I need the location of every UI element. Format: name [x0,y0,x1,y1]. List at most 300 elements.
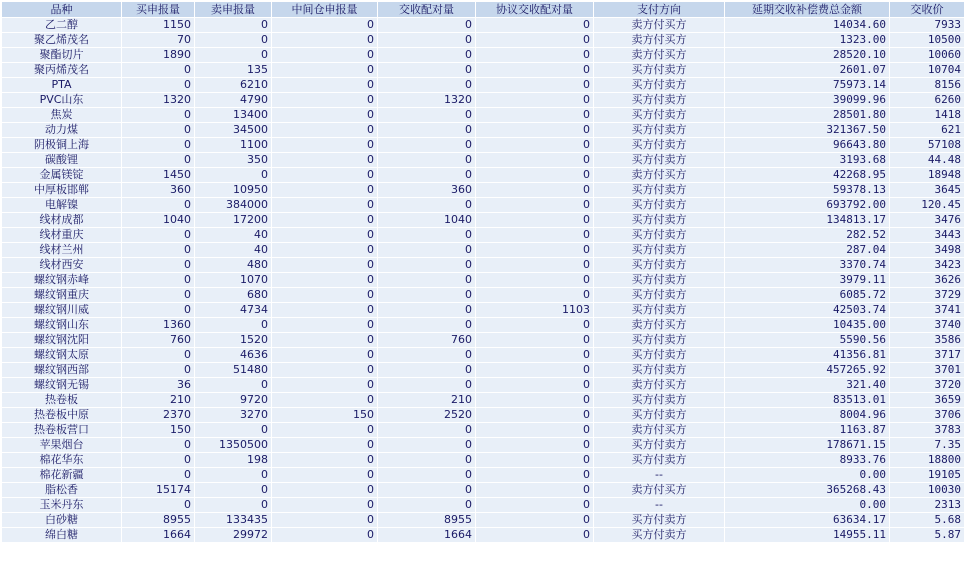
cell-payment-direction: 买方付卖方 [594,528,725,543]
table-row [2,243,965,258]
cell-deferred-compensation: 321367.50 [725,123,890,138]
cell-variety: 热卷板中原 [2,408,122,423]
cell-agreement-matched: 0 [476,183,594,198]
table-row [2,408,965,423]
cell-buy-declared: 2370 [122,408,195,423]
cell-payment-direction: 买方付卖方 [594,303,725,318]
cell-payment-direction: 买方付卖方 [594,393,725,408]
cell-deferred-compensation: 282.52 [725,228,890,243]
cell-sell-declared: 480 [195,258,272,273]
cell-deferred-compensation: 42268.95 [725,168,890,183]
cell-agreement-matched: 0 [476,153,594,168]
table-row [2,18,965,33]
cell-matched-volume: 0 [378,78,476,93]
cell-variety: 聚酯切片 [2,48,122,63]
cell-sell-declared: 4636 [195,348,272,363]
cell-delivery-price: 3626 [890,273,965,288]
cell-sell-declared: 0 [195,48,272,63]
cell-buy-declared: 0 [122,468,195,483]
cell-delivery-price: 3706 [890,408,965,423]
cell-sell-declared: 384000 [195,198,272,213]
table-row [2,483,965,498]
cell-variety: 苹果烟台 [2,438,122,453]
cell-intermediate-declared: 0 [272,483,378,498]
cell-variety: 焦炭 [2,108,122,123]
table-row [2,108,965,123]
cell-buy-declared: 0 [122,108,195,123]
cell-intermediate-declared: 0 [272,393,378,408]
cell-delivery-price: 1418 [890,108,965,123]
cell-matched-volume: 1040 [378,213,476,228]
cell-agreement-matched: 0 [476,378,594,393]
cell-payment-direction: 买方付卖方 [594,228,725,243]
cell-deferred-compensation: 321.40 [725,378,890,393]
table-header-row [2,2,965,18]
cell-deferred-compensation: 6085.72 [725,288,890,303]
table-row [2,333,965,348]
cell-delivery-price: 18800 [890,453,965,468]
table-row [2,228,965,243]
cell-intermediate-declared: 0 [272,228,378,243]
cell-agreement-matched: 0 [476,33,594,48]
cell-intermediate-declared: 0 [272,18,378,33]
table-row [2,273,965,288]
cell-variety: 棉花华东 [2,453,122,468]
cell-payment-direction: 买方付卖方 [594,153,725,168]
cell-variety: 阴极铜上海 [2,138,122,153]
cell-matched-volume: 0 [378,63,476,78]
cell-deferred-compensation: 2601.07 [725,63,890,78]
cell-variety: 螺纹钢重庆 [2,288,122,303]
cell-deferred-compensation: 0.00 [725,498,890,513]
col-header-variety: 品种 [2,2,122,18]
cell-buy-declared: 0 [122,153,195,168]
table-row [2,393,965,408]
cell-deferred-compensation: 8933.76 [725,453,890,468]
cell-variety: 螺纹钢无锡 [2,378,122,393]
cell-intermediate-declared: 0 [272,288,378,303]
cell-delivery-price: 57108 [890,138,965,153]
cell-delivery-price: 3659 [890,393,965,408]
cell-matched-volume: 760 [378,333,476,348]
cell-delivery-price: 44.48 [890,153,965,168]
cell-agreement-matched: 0 [476,423,594,438]
cell-delivery-price: 18948 [890,168,965,183]
cell-agreement-matched: 0 [476,93,594,108]
cell-payment-direction: 买方付卖方 [594,288,725,303]
cell-payment-direction: 买方付卖方 [594,453,725,468]
cell-payment-direction: 买方付卖方 [594,273,725,288]
col-header-intermediate-declared: 中间仓申报量 [272,2,378,18]
cell-delivery-price: 3741 [890,303,965,318]
cell-payment-direction: 买方付卖方 [594,408,725,423]
cell-sell-declared: 0 [195,468,272,483]
cell-sell-declared: 0 [195,18,272,33]
cell-agreement-matched: 0 [476,18,594,33]
cell-delivery-price: 8156 [890,78,965,93]
cell-agreement-matched: 0 [476,453,594,468]
cell-intermediate-declared: 0 [272,318,378,333]
cell-buy-declared: 1450 [122,168,195,183]
table-row [2,468,965,483]
col-header-sell-declared: 卖申报量 [195,2,272,18]
cell-intermediate-declared: 0 [272,168,378,183]
cell-buy-declared: 0 [122,288,195,303]
cell-matched-volume: 0 [378,243,476,258]
cell-sell-declared: 29972 [195,528,272,543]
cell-agreement-matched: 0 [476,528,594,543]
cell-buy-declared: 0 [122,243,195,258]
cell-payment-direction: 买方付卖方 [594,183,725,198]
cell-deferred-compensation: 28520.10 [725,48,890,63]
cell-buy-declared: 0 [122,228,195,243]
cell-deferred-compensation: 457265.92 [725,363,890,378]
table-row [2,513,965,528]
cell-matched-volume: 0 [378,228,476,243]
cell-deferred-compensation: 1163.87 [725,423,890,438]
cell-deferred-compensation: 14955.11 [725,528,890,543]
cell-agreement-matched: 0 [476,243,594,258]
cell-buy-declared: 1320 [122,93,195,108]
cell-matched-volume: 1320 [378,93,476,108]
col-header-buy-declared: 买申报量 [122,2,195,18]
cell-sell-declared: 4734 [195,303,272,318]
cell-buy-declared: 360 [122,183,195,198]
cell-variety: 动力煤 [2,123,122,138]
cell-matched-volume: 8955 [378,513,476,528]
cell-variety: 棉花新疆 [2,468,122,483]
table-row [2,258,965,273]
cell-variety: 螺纹钢山东 [2,318,122,333]
cell-deferred-compensation: 63634.17 [725,513,890,528]
cell-delivery-price: 6260 [890,93,965,108]
cell-intermediate-declared: 0 [272,348,378,363]
col-header-deferred-compensation-total: 延期交收补偿费总金额 [725,2,890,18]
cell-payment-direction: 买方付卖方 [594,513,725,528]
cell-agreement-matched: 0 [476,108,594,123]
cell-delivery-price: 10030 [890,483,965,498]
cell-payment-direction: -- [594,468,725,483]
cell-matched-volume: 0 [378,258,476,273]
delivery-settlement-table [1,1,965,543]
cell-buy-declared: 8955 [122,513,195,528]
cell-sell-declared: 0 [195,423,272,438]
cell-delivery-price: 5.68 [890,513,965,528]
cell-delivery-price: 621 [890,123,965,138]
cell-sell-declared: 51480 [195,363,272,378]
cell-deferred-compensation: 178671.15 [725,438,890,453]
cell-matched-volume: 0 [378,498,476,513]
cell-payment-direction: 买方付卖方 [594,123,725,138]
cell-delivery-price: 7933 [890,18,965,33]
cell-delivery-price: 3476 [890,213,965,228]
cell-deferred-compensation: 75973.14 [725,78,890,93]
cell-variety: 金属镁锭 [2,168,122,183]
cell-variety: 电解镍 [2,198,122,213]
cell-delivery-price: 5.87 [890,528,965,543]
cell-deferred-compensation: 14034.60 [725,18,890,33]
cell-payment-direction: 买方付卖方 [594,213,725,228]
cell-payment-direction: 买方付卖方 [594,258,725,273]
cell-delivery-price: 3729 [890,288,965,303]
cell-payment-direction: 买方付卖方 [594,198,725,213]
cell-matched-volume: 0 [378,123,476,138]
cell-variety: 玉米丹东 [2,498,122,513]
cell-intermediate-declared: 0 [272,243,378,258]
col-header-matched-volume: 交收配对量 [378,2,476,18]
cell-agreement-matched: 0 [476,468,594,483]
cell-buy-declared: 1664 [122,528,195,543]
cell-payment-direction: 卖方付买方 [594,33,725,48]
cell-intermediate-declared: 0 [272,138,378,153]
cell-payment-direction: 买方付卖方 [594,93,725,108]
cell-matched-volume: 0 [378,48,476,63]
cell-intermediate-declared: 0 [272,258,378,273]
cell-deferred-compensation: 693792.00 [725,198,890,213]
cell-buy-declared: 1890 [122,48,195,63]
cell-sell-declared: 3270 [195,408,272,423]
table-row [2,348,965,363]
cell-deferred-compensation: 10435.00 [725,318,890,333]
cell-sell-declared: 0 [195,483,272,498]
cell-deferred-compensation: 41356.81 [725,348,890,363]
cell-sell-declared: 6210 [195,78,272,93]
table-row [2,33,965,48]
cell-intermediate-declared: 0 [272,78,378,93]
table-row [2,423,965,438]
cell-agreement-matched: 0 [476,288,594,303]
cell-deferred-compensation: 3370.74 [725,258,890,273]
cell-variety: 中厚板邯郸 [2,183,122,198]
cell-agreement-matched: 1103 [476,303,594,318]
cell-sell-declared: 0 [195,318,272,333]
table-row [2,78,965,93]
cell-variety: 热卷板营口 [2,423,122,438]
cell-payment-direction: -- [594,498,725,513]
cell-deferred-compensation: 0.00 [725,468,890,483]
cell-variety: 线材成都 [2,213,122,228]
cell-matched-volume: 0 [378,423,476,438]
table-row [2,528,965,543]
cell-intermediate-declared: 0 [272,183,378,198]
cell-variety: 螺纹钢西部 [2,363,122,378]
cell-intermediate-declared: 0 [272,333,378,348]
cell-buy-declared: 0 [122,453,195,468]
cell-sell-declared: 198 [195,453,272,468]
cell-sell-declared: 34500 [195,123,272,138]
cell-intermediate-declared: 0 [272,513,378,528]
cell-deferred-compensation: 8004.96 [725,408,890,423]
cell-intermediate-declared: 0 [272,273,378,288]
cell-payment-direction: 买方付卖方 [594,363,725,378]
cell-buy-declared: 0 [122,123,195,138]
table-row [2,198,965,213]
cell-deferred-compensation: 3979.11 [725,273,890,288]
cell-intermediate-declared: 0 [272,33,378,48]
cell-intermediate-declared: 0 [272,363,378,378]
cell-agreement-matched: 0 [476,393,594,408]
cell-buy-declared: 0 [122,303,195,318]
cell-intermediate-declared: 0 [272,63,378,78]
cell-variety: 螺纹钢沈阳 [2,333,122,348]
cell-matched-volume: 0 [378,33,476,48]
cell-delivery-price: 3783 [890,423,965,438]
cell-payment-direction: 买方付卖方 [594,108,725,123]
cell-sell-declared: 350 [195,153,272,168]
cell-delivery-price: 3586 [890,333,965,348]
cell-sell-declared: 13400 [195,108,272,123]
cell-matched-volume: 0 [378,303,476,318]
cell-intermediate-declared: 0 [272,423,378,438]
cell-intermediate-declared: 0 [272,93,378,108]
cell-matched-volume: 2520 [378,408,476,423]
cell-agreement-matched: 0 [476,273,594,288]
cell-buy-declared: 0 [122,63,195,78]
cell-variety: 聚丙烯茂名 [2,63,122,78]
table-body [2,18,965,543]
cell-payment-direction: 买方付卖方 [594,63,725,78]
cell-buy-declared: 0 [122,438,195,453]
cell-variety: 乙二醇 [2,18,122,33]
cell-payment-direction: 买方付卖方 [594,78,725,93]
cell-buy-declared: 0 [122,273,195,288]
cell-intermediate-declared: 0 [272,48,378,63]
cell-intermediate-declared: 0 [272,153,378,168]
cell-agreement-matched: 0 [476,498,594,513]
cell-payment-direction: 买方付卖方 [594,243,725,258]
cell-payment-direction: 卖方付买方 [594,318,725,333]
cell-buy-declared: 760 [122,333,195,348]
cell-sell-declared: 40 [195,228,272,243]
cell-deferred-compensation: 96643.80 [725,138,890,153]
cell-payment-direction: 买方付卖方 [594,348,725,363]
cell-matched-volume: 0 [378,288,476,303]
cell-deferred-compensation: 5590.56 [725,333,890,348]
cell-agreement-matched: 0 [476,63,594,78]
cell-buy-declared: 1040 [122,213,195,228]
cell-sell-declared: 4790 [195,93,272,108]
cell-deferred-compensation: 287.04 [725,243,890,258]
cell-variety: 碳酸锂 [2,153,122,168]
col-header-delivery-price: 交收价 [890,2,965,18]
cell-delivery-price: 2313 [890,498,965,513]
cell-variety: 螺纹钢赤峰 [2,273,122,288]
cell-payment-direction: 买方付卖方 [594,138,725,153]
cell-variety: 热卷板 [2,393,122,408]
table-row [2,363,965,378]
cell-agreement-matched: 0 [476,333,594,348]
cell-buy-declared: 15174 [122,483,195,498]
cell-payment-direction: 买方付卖方 [594,438,725,453]
cell-sell-declared: 1070 [195,273,272,288]
table-row [2,213,965,228]
cell-matched-volume: 0 [378,378,476,393]
cell-payment-direction: 卖方付买方 [594,378,725,393]
cell-matched-volume: 0 [378,153,476,168]
cell-delivery-price: 3423 [890,258,965,273]
cell-matched-volume: 0 [378,483,476,498]
cell-sell-declared: 1520 [195,333,272,348]
cell-delivery-price: 10500 [890,33,965,48]
cell-deferred-compensation: 42503.74 [725,303,890,318]
table-row [2,153,965,168]
cell-buy-declared: 1150 [122,18,195,33]
cell-delivery-price: 3443 [890,228,965,243]
col-header-agreement-matched: 协议交收配对量 [476,2,594,18]
cell-payment-direction: 卖方付买方 [594,423,725,438]
cell-sell-declared: 1350500 [195,438,272,453]
cell-matched-volume: 1664 [378,528,476,543]
cell-sell-declared: 9720 [195,393,272,408]
cell-intermediate-declared: 0 [272,378,378,393]
cell-agreement-matched: 0 [476,408,594,423]
table-row [2,63,965,78]
cell-agreement-matched: 0 [476,123,594,138]
cell-matched-volume: 360 [378,183,476,198]
cell-payment-direction: 卖方付买方 [594,18,725,33]
cell-buy-declared: 1360 [122,318,195,333]
cell-matched-volume: 0 [378,453,476,468]
table-row [2,138,965,153]
table-row [2,378,965,393]
cell-agreement-matched: 0 [476,258,594,273]
cell-delivery-price: 19105 [890,468,965,483]
cell-deferred-compensation: 365268.43 [725,483,890,498]
cell-deferred-compensation: 59378.13 [725,183,890,198]
table-row [2,183,965,198]
cell-agreement-matched: 0 [476,48,594,63]
cell-delivery-price: 7.35 [890,438,965,453]
cell-variety: 线材兰州 [2,243,122,258]
cell-matched-volume: 0 [378,138,476,153]
cell-deferred-compensation: 134813.17 [725,213,890,228]
cell-matched-volume: 0 [378,168,476,183]
table-row [2,123,965,138]
table-row [2,48,965,63]
cell-delivery-price: 3498 [890,243,965,258]
cell-sell-declared: 10950 [195,183,272,198]
cell-payment-direction: 卖方付买方 [594,168,725,183]
cell-sell-declared: 135 [195,63,272,78]
col-header-payment-direction: 支付方向 [594,2,725,18]
cell-delivery-price: 3717 [890,348,965,363]
cell-deferred-compensation: 28501.80 [725,108,890,123]
cell-agreement-matched: 0 [476,78,594,93]
cell-matched-volume: 0 [378,18,476,33]
cell-deferred-compensation: 1323.00 [725,33,890,48]
cell-intermediate-declared: 0 [272,438,378,453]
cell-matched-volume: 0 [378,198,476,213]
table-row [2,303,965,318]
cell-intermediate-declared: 0 [272,528,378,543]
cell-deferred-compensation: 39099.96 [725,93,890,108]
cell-intermediate-declared: 0 [272,198,378,213]
cell-delivery-price: 10060 [890,48,965,63]
table-row [2,498,965,513]
cell-buy-declared: 36 [122,378,195,393]
cell-variety: 螺纹钢太原 [2,348,122,363]
cell-delivery-price: 3701 [890,363,965,378]
cell-sell-declared: 17200 [195,213,272,228]
cell-payment-direction: 买方付卖方 [594,333,725,348]
cell-variety: 聚乙烯茂名 [2,33,122,48]
cell-intermediate-declared: 0 [272,213,378,228]
cell-matched-volume: 0 [378,468,476,483]
table-row [2,93,965,108]
cell-sell-declared: 0 [195,33,272,48]
cell-agreement-matched: 0 [476,483,594,498]
cell-buy-declared: 70 [122,33,195,48]
